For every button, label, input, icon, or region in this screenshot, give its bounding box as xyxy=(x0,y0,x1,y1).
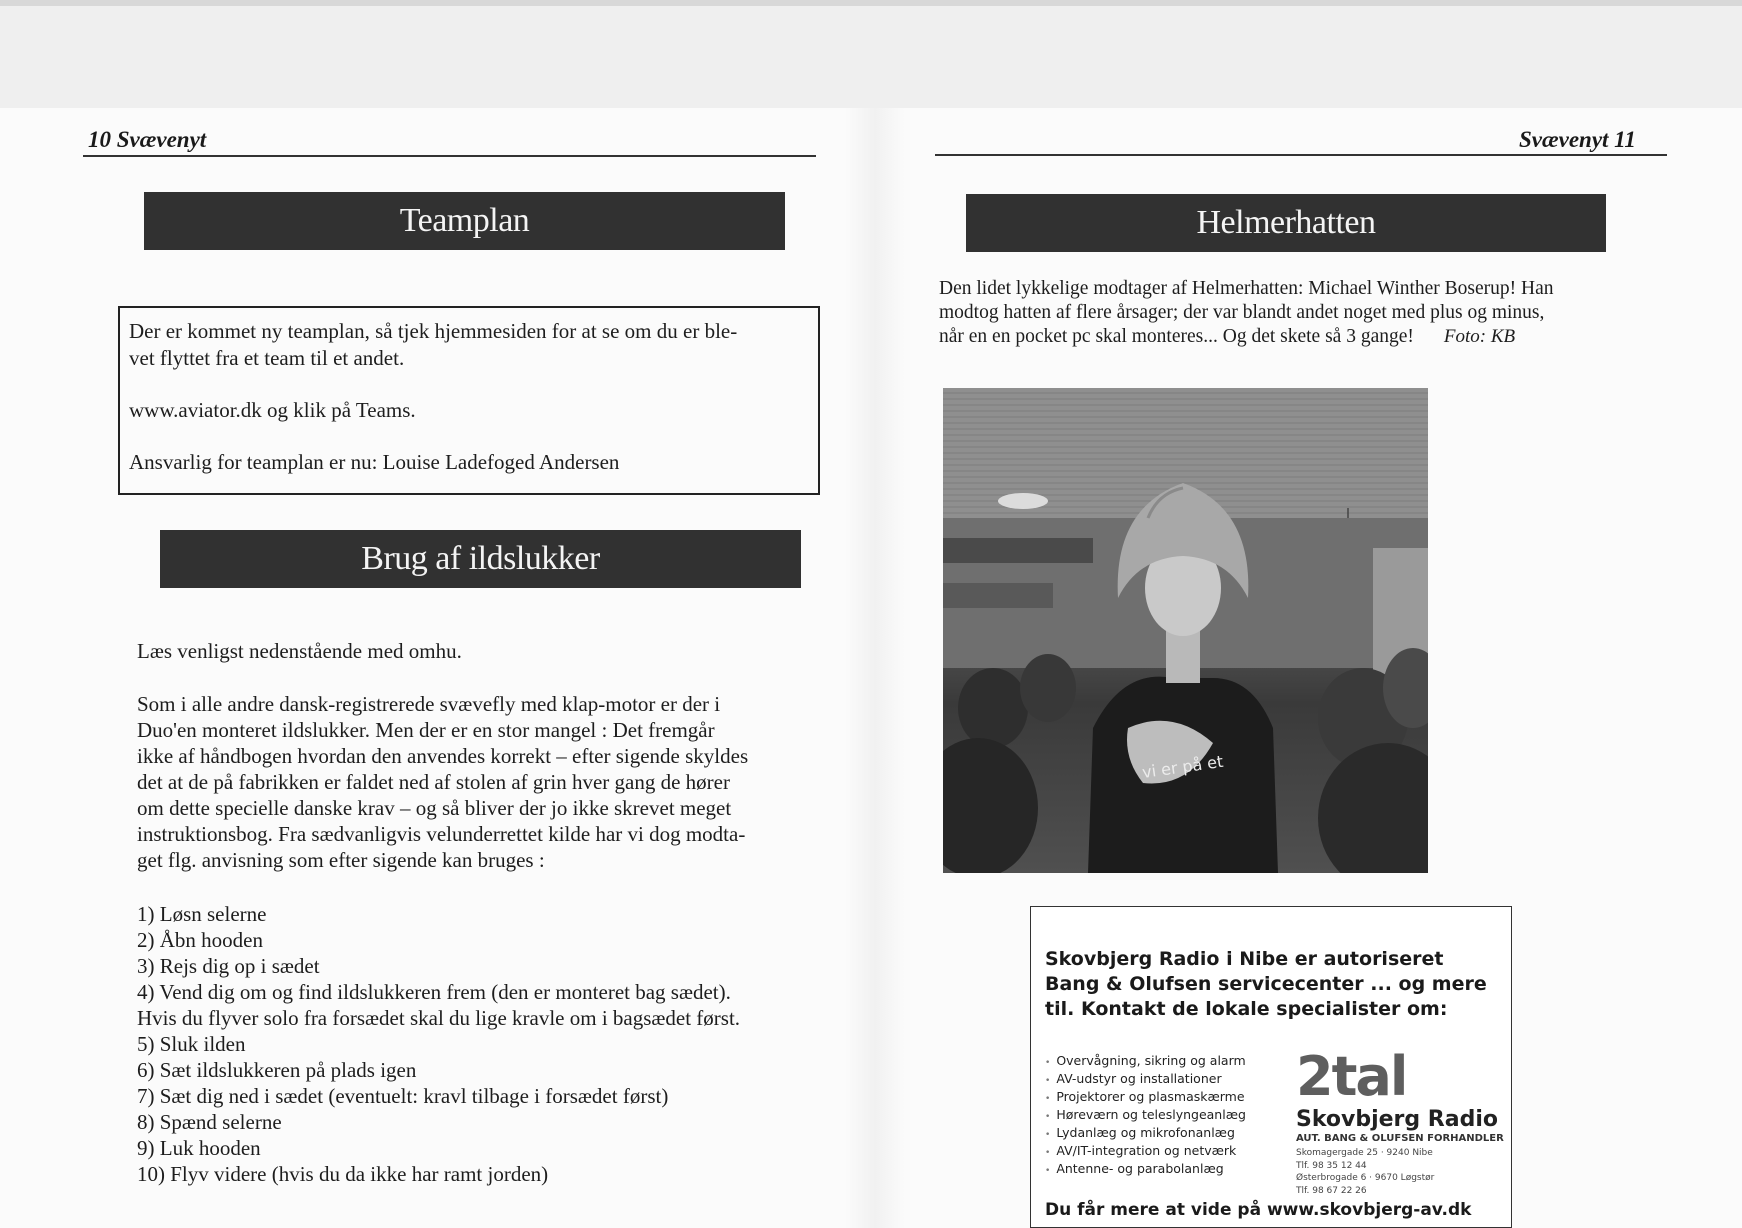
ad-footer-link: Du får mere at vide på www.skovbjerg-av.dk xyxy=(1045,1200,1472,1220)
ildslukker-steps xyxy=(137,901,740,1187)
step-item: 6) Sæt ildslukkeren på plads igen xyxy=(137,1058,417,1082)
ad-service-item: • Overvågning, sikring og alarm xyxy=(1045,1053,1246,1071)
right-header-rule xyxy=(935,154,1667,156)
paragraph-line: Som i alle andre dansk-registrerede svævefly med klap-motor er der i xyxy=(137,692,721,716)
caption-line-text: når en en pocket pc skal monteres... Og det skete så 3 gange! xyxy=(939,326,1414,347)
right-running-head: Svævenyt 11 xyxy=(1519,127,1636,152)
ad-headline-line: Skovbjerg Radio i Nibe er autoriseret xyxy=(1045,948,1444,970)
paragraph-line: ikke af håndbogen hvordan den anvendes korrekt – efter sigende skyldes xyxy=(137,744,749,768)
ad-address-line: Tlf. 98 67 22 26 xyxy=(1296,1185,1367,1196)
ad-service-item: • Lydanlæg og mikrofonanlæg xyxy=(1045,1125,1246,1143)
step-item: 10) Flyv videre (hvis du da ikke har ramt jorden) xyxy=(137,1162,549,1186)
caption-line: Den lidet lykkelige modtager af Helmerhatten: Michael Winther Boserup! Han xyxy=(939,278,1554,299)
step-item: 4) Vend dig om og find ildslukkeren frem (den er monteret bag sædet). xyxy=(137,980,731,1004)
2tal-logo: 2tal xyxy=(1296,1045,1407,1108)
ad-brand-name: Skovbjerg Radio xyxy=(1296,1107,1498,1132)
ad-service-item: • Projektorer og plasmaskærme xyxy=(1045,1089,1246,1107)
shirt-text: vi er på et xyxy=(1140,751,1225,782)
step-item: 1) Løsn selerne xyxy=(137,902,267,926)
caption-line xyxy=(939,325,1554,349)
helmerhatten-heading: Helmerhatten xyxy=(966,194,1606,252)
teamplan-box xyxy=(118,306,820,495)
step-item: 8) Spænd selerne xyxy=(137,1110,282,1134)
step-item: 5) Sluk ilden xyxy=(137,1032,246,1056)
skovbjerg-radio-ad xyxy=(1030,906,1512,1228)
paragraph-line: instruktionsbog. Fra sædvanligvis velunderrettet kilde har vi dog modta- xyxy=(137,822,746,846)
ceiling-lamp xyxy=(998,493,1048,509)
teamplan-line: Der er kommet ny teamplan, så tjek hjemmesiden for at se om du er ble- xyxy=(129,319,738,343)
neck xyxy=(1166,628,1200,683)
scan-top-margin xyxy=(0,0,1742,108)
ildslukker-heading: Brug af ildslukker xyxy=(160,530,801,588)
ad-service-item: • AV-udstyr og installationer xyxy=(1045,1071,1246,1089)
step-item: 2) Åbn hooden xyxy=(137,928,263,952)
ad-address-line: Tlf. 98 35 12 44 xyxy=(1296,1160,1367,1171)
paragraph-line: Duo'en monteret ildslukker. Men der er en stor mangel : Det fremgår xyxy=(137,718,715,742)
teamplan-responsible-line: Ansvarlig for teamplan er nu: Louise Ladefoged Andersen xyxy=(129,450,620,474)
ad-service-list xyxy=(1045,1053,1246,1179)
ad-address-line: Skomagergade 25 · 9240 Nibe xyxy=(1296,1148,1433,1158)
teamplan-line: vet flyttet fra et team til et andet. xyxy=(129,346,405,370)
teamplan-heading: Teamplan xyxy=(144,192,785,250)
left-header-rule xyxy=(83,155,816,157)
step-item: 3) Rejs dig op i sædet xyxy=(137,954,320,978)
helmerhatten-caption xyxy=(939,277,1554,349)
teamplan-paragraph xyxy=(129,318,809,372)
caption-line: modtog hatten af flere årsager; der var blandt andet noget med plus og minus, xyxy=(939,302,1545,323)
helmerhatten-photo xyxy=(943,388,1428,873)
paragraph-line: det at de på fabrikken er faldet ned af stolen af grin hver gang de hører xyxy=(137,770,730,794)
paragraph-line: om dette specielle danske krav – og så bliver der jo ikke skrevet meget xyxy=(137,796,732,820)
ad-headline-line: Bang & Olufsen servicecenter ... og mere xyxy=(1045,973,1487,995)
step-item: 9) Luk hooden xyxy=(137,1136,261,1160)
party-photo-illustration xyxy=(943,388,1428,873)
ildslukker-paragraph xyxy=(137,691,748,873)
paragraph-line: get flg. anvisning som efter sigende kan bruges : xyxy=(137,848,545,872)
trophy-shelf xyxy=(943,538,1093,563)
ildslukker-intro: Læs venligst nedenstående med omhu. xyxy=(137,639,462,663)
ad-service-item: • AV/IT-integration og netværk xyxy=(1045,1143,1246,1161)
left-running-head: 10 Svævenyt xyxy=(88,127,207,152)
photo-credit: Foto: KB xyxy=(1443,326,1516,347)
page-gutter xyxy=(845,108,905,1228)
ad-brand-subtitle: AUT. BANG & OLUFSEN FORHANDLER xyxy=(1296,1133,1504,1144)
ad-address xyxy=(1296,1147,1434,1197)
ad-service-item: • Antenne- og parabolanlæg xyxy=(1045,1161,1246,1179)
photo-frames xyxy=(943,583,1053,608)
crowd-left xyxy=(958,668,1028,748)
teamplan-website-line: www.aviator.dk og klik på Teams. xyxy=(129,398,416,422)
ad-headline-line: til. Kontakt de lokale specialister om: xyxy=(1045,998,1448,1020)
ad-service-item: • Høreværn og teleslyngeanlæg xyxy=(1045,1107,1246,1125)
step-item: 7) Sæt dig ned i sædet (eventuelt: kravl tilbage i forsædet først) xyxy=(137,1084,669,1108)
ad-headline xyxy=(1045,947,1495,1022)
step-item: Hvis du flyver solo fra forsædet skal du lige kravle om i bagsædet først. xyxy=(137,1006,741,1030)
ad-address-line: Østerbrogade 6 · 9670 Løgstør xyxy=(1296,1173,1435,1183)
